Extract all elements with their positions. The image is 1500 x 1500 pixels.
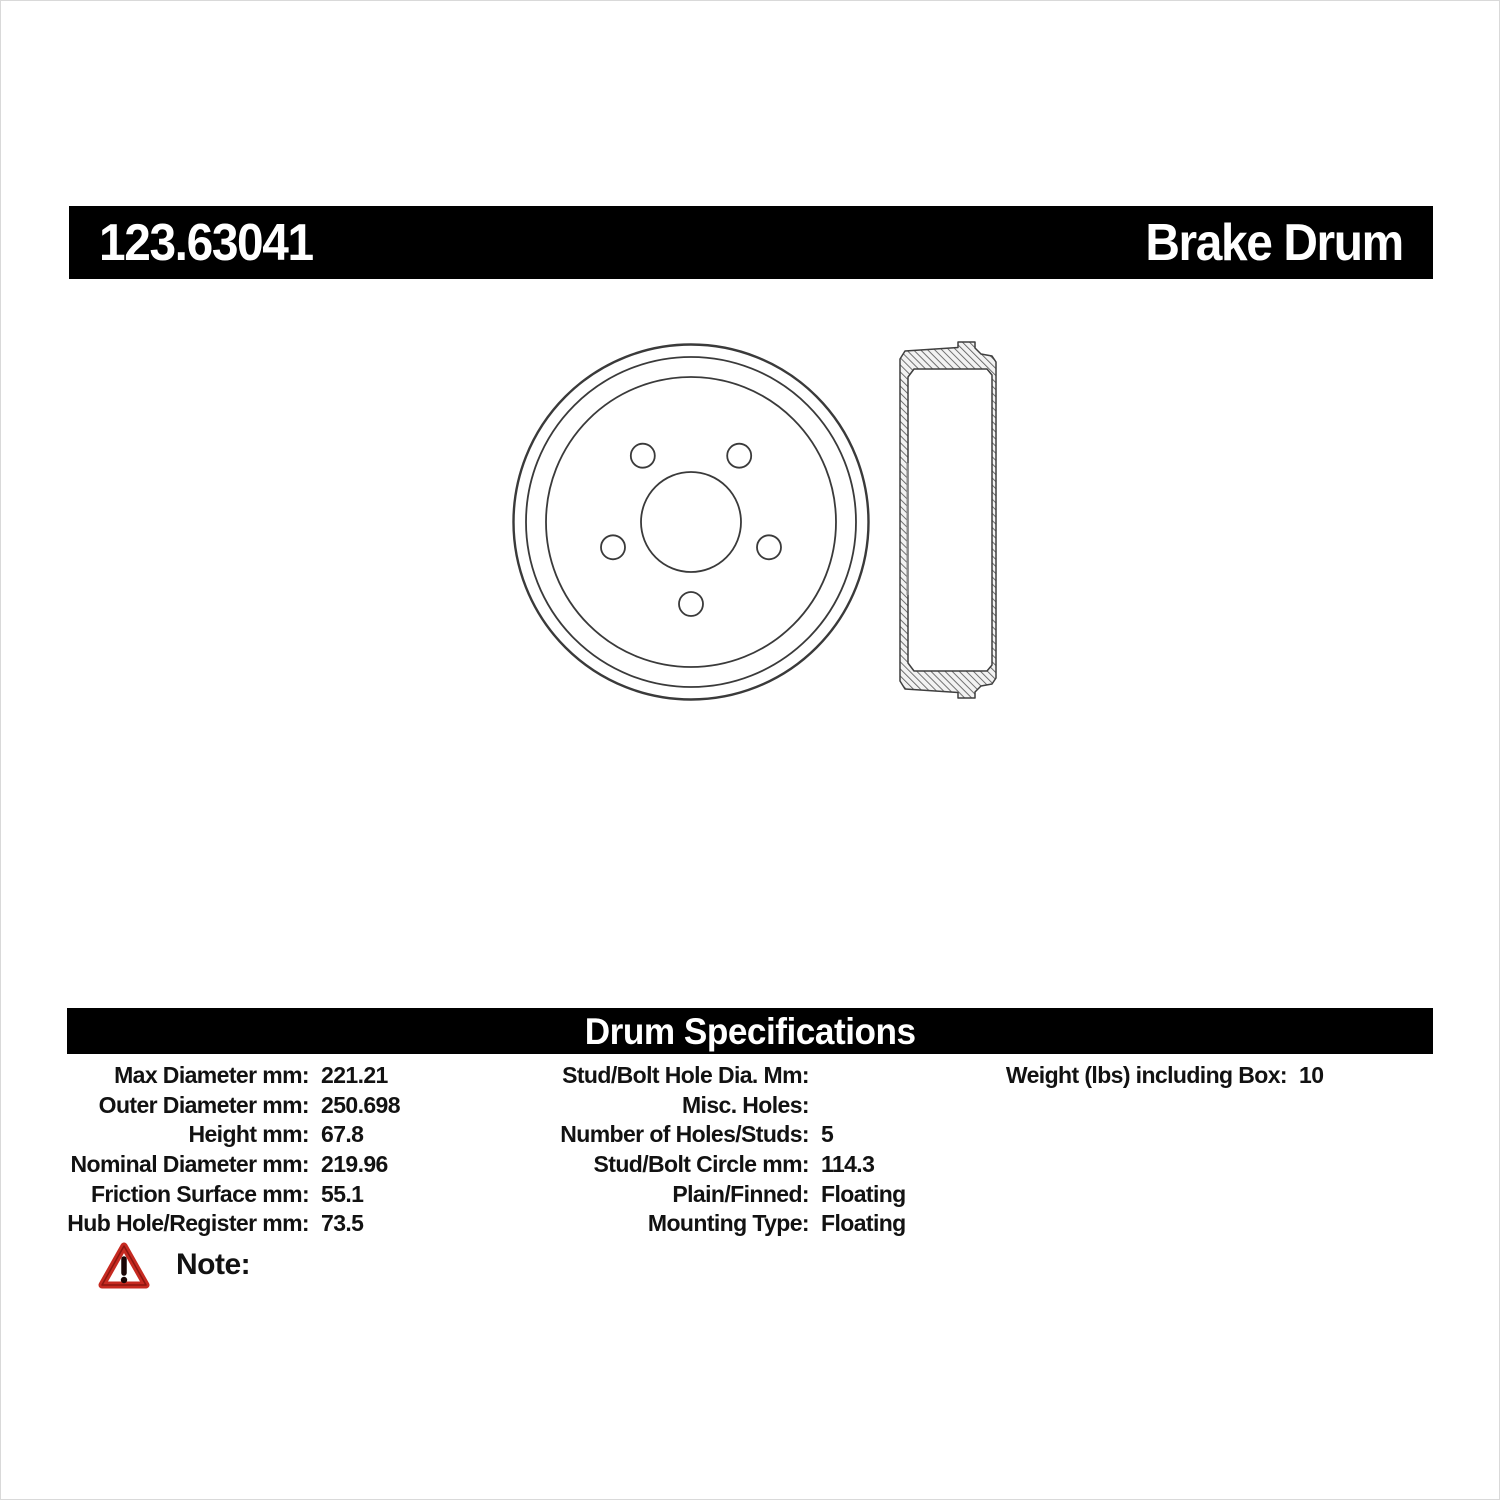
spec-value: Floating <box>821 1210 906 1237</box>
spec-label: Max Diameter mm: <box>114 1062 309 1088</box>
spec-label: Weight (lbs) including Box: <box>1005 1062 1287 1088</box>
note-row <box>98 1240 250 1290</box>
spec-row <box>541 1061 1001 1091</box>
rim-ring-circle <box>526 357 856 687</box>
spec-row <box>541 1150 1001 1180</box>
header-bar <box>69 206 1433 279</box>
product-title: Brake Drum <box>1145 213 1403 272</box>
brake-drum-technical-drawing <box>481 321 1021 721</box>
specifications-bar <box>67 1008 1433 1054</box>
spec-row <box>41 1150 501 1180</box>
spec-row <box>41 1091 501 1121</box>
spec-label: Friction Surface mm: <box>90 1180 309 1207</box>
drum-cross-section-view <box>900 342 996 698</box>
spec-label: Stud/Bolt Circle mm: <box>593 1151 809 1178</box>
spec-row <box>41 1061 501 1091</box>
spec-row <box>991 1061 1451 1091</box>
outer-rim-circle <box>514 345 869 700</box>
spec-row <box>41 1120 501 1150</box>
bolt-hole <box>727 444 751 468</box>
bolt-hole <box>757 535 781 559</box>
spec-row <box>541 1209 1001 1239</box>
note-label: Note: <box>176 1248 251 1281</box>
spec-value <box>821 1091 1001 1121</box>
specifications-title: Drum Specifications <box>584 1010 916 1052</box>
bolt-hole <box>601 535 625 559</box>
spec-label: Nominal Diameter mm: <box>70 1151 309 1178</box>
spec-column-studs <box>541 1061 1001 1239</box>
bolt-hole <box>631 444 655 468</box>
warning-icon <box>98 1241 150 1290</box>
spec-label: Number of Holes/Studs: <box>560 1121 809 1148</box>
spec-value: 67.8 <box>321 1121 364 1148</box>
spec-label: Height mm: <box>188 1121 309 1148</box>
cross-section-body <box>900 342 996 698</box>
spec-label: Mounting Type: <box>647 1210 809 1237</box>
spec-row <box>541 1120 1001 1150</box>
spec-label: Hub Hole/Register mm: <box>67 1210 309 1237</box>
spec-column-weight <box>991 1061 1451 1091</box>
spec-value: 250.698 <box>321 1091 400 1118</box>
spec-row <box>541 1180 1001 1210</box>
spec-row <box>41 1180 501 1210</box>
drum-front-view <box>514 345 869 700</box>
bolt-holes <box>601 444 781 616</box>
spec-label: Outer Diameter mm: <box>98 1091 309 1118</box>
spec-label: Plain/Finned: <box>672 1180 809 1207</box>
spec-value: 73.5 <box>321 1210 364 1237</box>
spec-value: 55.1 <box>321 1180 364 1207</box>
spec-value: Floating <box>821 1180 906 1207</box>
spec-column-dimensions <box>41 1061 501 1239</box>
spec-label: Misc. Holes: <box>681 1091 809 1118</box>
spec-value: 221.21 <box>321 1062 388 1088</box>
spec-value <box>821 1061 1001 1091</box>
part-number: 123.63041 <box>99 213 313 272</box>
friction-edge-circle <box>546 377 836 667</box>
spec-row <box>541 1091 1001 1121</box>
spec-row <box>41 1209 501 1239</box>
spec-value: 114.3 <box>821 1151 875 1178</box>
spec-value: 219.96 <box>321 1151 388 1178</box>
bolt-hole <box>679 592 703 616</box>
hub-hole-circle <box>641 472 741 572</box>
spec-value: 5 <box>821 1121 834 1148</box>
spec-label: Stud/Bolt Hole Dia. Mm: <box>562 1062 809 1088</box>
spec-value: 10 <box>1299 1062 1324 1088</box>
